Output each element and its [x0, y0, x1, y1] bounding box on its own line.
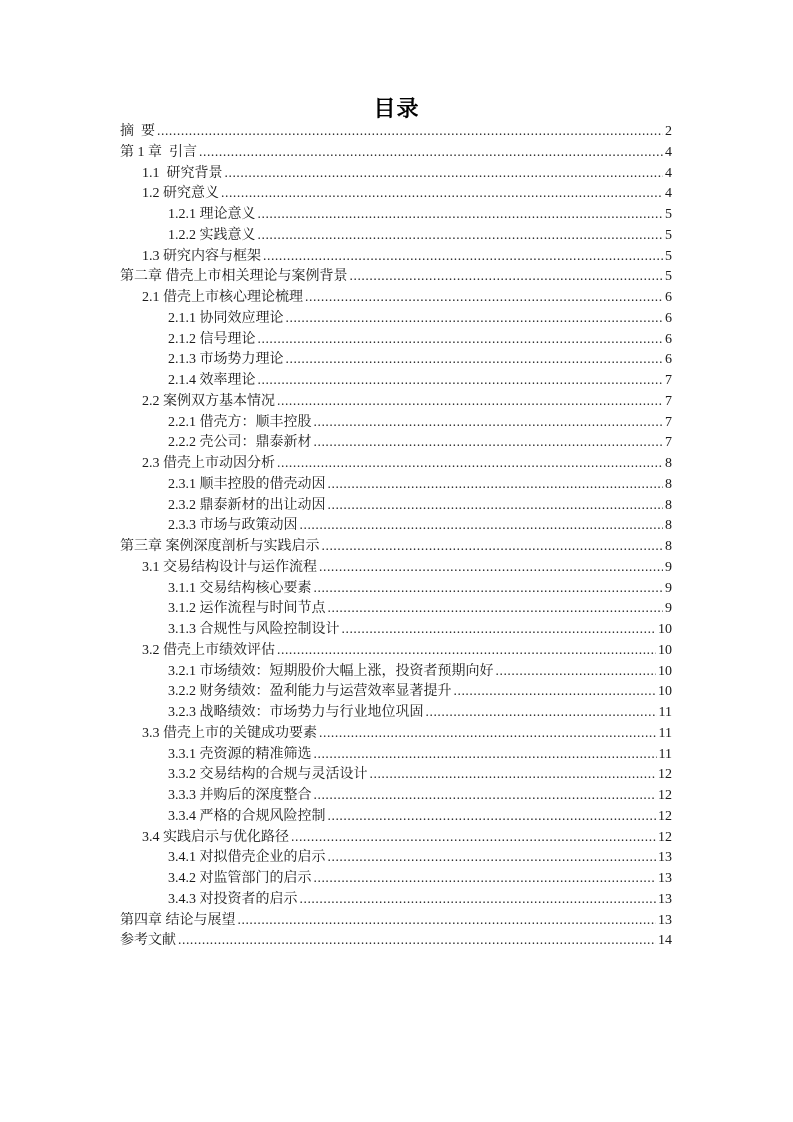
toc-entry[interactable]: [120, 308, 672, 329]
toc-entry[interactable]: [120, 827, 672, 848]
toc-entry[interactable]: [120, 847, 672, 868]
toc-entry[interactable]: [120, 744, 672, 765]
toc-leader-dots: [328, 598, 664, 620]
toc-entry-page: 8: [665, 539, 672, 554]
toc-entry[interactable]: [120, 287, 672, 308]
toc-entry[interactable]: [120, 640, 672, 661]
toc-entry-page: 9: [665, 580, 672, 596]
toc-leader-dots: [225, 163, 664, 185]
toc-entry[interactable]: [120, 702, 672, 723]
toc-leader-dots: [328, 474, 664, 496]
toc-leader-dots: [314, 785, 657, 807]
toc-entry-page: 5: [665, 248, 672, 264]
toc-leader-dots: [322, 536, 664, 558]
toc-entry-label: 1.2.2 实践意义: [168, 227, 256, 243]
toc-entry[interactable]: [120, 495, 672, 516]
toc-entry[interactable]: [120, 474, 672, 495]
toc-entry-page: 13: [658, 871, 672, 886]
toc-leader-dots: [286, 349, 664, 371]
toc-entry-page: 6: [665, 310, 672, 326]
toc-entry-page: 12: [658, 808, 672, 824]
toc-entry-label: 3.1 交易结构设计与运作流程: [142, 559, 317, 575]
toc-entry[interactable]: [120, 515, 672, 536]
toc-leader-dots: [328, 847, 657, 869]
toc-entry-page: 8: [665, 518, 672, 534]
toc-leader-dots: [199, 142, 663, 164]
toc-entry[interactable]: [120, 806, 672, 827]
toc-entry-page: 9: [665, 559, 672, 575]
toc-entry[interactable]: [120, 536, 672, 557]
toc-leader-dots: [314, 578, 664, 600]
toc-leader-dots: [314, 432, 664, 454]
toc-leader-dots: [258, 370, 664, 392]
toc-entry-label: 2.3.2 鼎泰新材的出让动因: [168, 497, 326, 513]
toc-entry-label: 3.3.4 严格的合规风险控制: [168, 808, 326, 824]
toc-entry-label: 2.1.4 效率理论: [168, 373, 256, 388]
toc-entry-label: 3.2.2 财务绩效：盈利能力与运营效率显著提升: [168, 684, 452, 700]
toc-entry-label: 1.1 研究背景: [142, 165, 223, 181]
toc-leader-dots: [178, 930, 656, 952]
toc-entry-label: 2.1 借壳上市核心理论梳理: [142, 290, 303, 305]
toc-entry-label: 3.4.2 对监管部门的启示: [168, 871, 312, 886]
toc-entry-label: 3.2.1 市场绩效：短期股价大幅上涨，投资者预期向好: [168, 663, 494, 679]
toc-entry-page: 6: [665, 331, 672, 347]
toc-entry[interactable]: [120, 246, 672, 267]
toc-leader-dots: [454, 681, 657, 703]
toc-entry-page: 6: [665, 352, 672, 368]
toc-leader-dots: [300, 515, 664, 537]
toc-entry[interactable]: [120, 661, 672, 682]
toc-entry-label: 2.2.1 借壳方：顺丰控股: [168, 414, 312, 430]
toc-leader-dots: [258, 225, 664, 247]
toc-leader-dots: [291, 827, 656, 849]
toc-entry-page: 7: [665, 393, 672, 409]
toc-entry-label: 3.4.3 对投资者的启示: [168, 891, 298, 907]
toc-leader-dots: [157, 121, 663, 143]
toc-entry-label: 3.3 借壳上市的关键成功要素: [142, 725, 317, 741]
toc-leader-dots: [286, 308, 664, 330]
toc-leader-dots: [305, 287, 663, 309]
toc-leader-dots: [258, 204, 664, 226]
toc-entry-label: 2.2.2 壳公司：鼎泰新材: [168, 435, 312, 451]
toc-entry-page: 4: [665, 144, 672, 160]
toc-entry[interactable]: [120, 142, 672, 163]
toc-list: [0, 121, 793, 951]
toc-entry-page: 5: [665, 227, 672, 243]
toc-entry-page: 12: [658, 788, 672, 803]
toc-leader-dots: [328, 495, 664, 517]
toc-entry-page: 2: [665, 124, 672, 139]
toc-entry-label: 3.1.1 交易结构核心要素: [168, 580, 312, 596]
toc-entry[interactable]: [120, 619, 672, 640]
toc-title: 目录: [373, 96, 420, 121]
toc-entry-label: 第四章 结论与展望: [120, 912, 236, 928]
toc-entry[interactable]: [120, 266, 672, 287]
toc-leader-dots: [300, 889, 657, 911]
toc-leader-dots: [263, 246, 663, 268]
toc-entry[interactable]: [120, 764, 672, 785]
toc-entry[interactable]: [120, 163, 672, 184]
toc-leader-dots: [342, 619, 657, 641]
toc-entry-page: 11: [658, 705, 672, 720]
toc-entry-page: 13: [658, 850, 672, 866]
toc-entry-page: 10: [658, 622, 672, 637]
toc-entry-page: 5: [665, 269, 672, 285]
toc-entry-label: 摘 要: [120, 124, 155, 139]
toc-entry-label: 3.3.3 并购后的深度整合: [168, 788, 312, 803]
toc-entry[interactable]: [120, 204, 672, 225]
toc-entry-page: 12: [658, 767, 672, 783]
toc-leader-dots: [328, 806, 657, 828]
toc-entry-page: 14: [658, 933, 672, 949]
toc-leader-dots: [277, 453, 663, 475]
toc-entry-label: 3.2 借壳上市绩效评估: [142, 642, 275, 658]
toc-entry-page: 6: [665, 290, 672, 305]
toc-leader-dots: [314, 412, 664, 434]
toc-entry-label: 第三章 案例深度剖析与实践启示: [120, 539, 320, 554]
toc-entry-label: 2.3.3 市场与政策动因: [168, 518, 298, 534]
toc-entry-page: 7: [665, 414, 672, 430]
toc-entry-label: 3.2.3 战略绩效：市场势力与行业地位巩固: [168, 705, 424, 720]
toc-entry-label: 3.4 实践启示与优化路径: [142, 829, 289, 845]
toc-leader-dots: [258, 329, 664, 351]
toc-entry-label: 3.4.1 对拟借壳企业的启示: [168, 850, 326, 866]
toc-entry-label: 3.1.3 合规性与风险控制设计: [168, 622, 340, 637]
toc-entry-label: 2.3 借壳上市动因分析: [142, 456, 275, 471]
toc-entry[interactable]: [120, 329, 672, 350]
toc-leader-dots: [277, 640, 656, 662]
toc-entry-page: 10: [658, 663, 672, 679]
toc-entry[interactable]: [120, 121, 672, 142]
toc-leader-dots: [496, 661, 657, 683]
toc-entry-label: 2.2 案例双方基本情况: [142, 393, 275, 409]
toc-entry[interactable]: [120, 889, 672, 910]
toc-entry-label: 2.1.3 市场势力理论: [168, 352, 284, 368]
toc-entry[interactable]: [120, 349, 672, 370]
toc-entry-label: 参考文献: [120, 933, 176, 949]
toc-entry-label: 3.1.2 运作流程与时间节点: [168, 601, 326, 617]
toc-leader-dots: [221, 183, 663, 205]
toc-entry-page: 4: [665, 186, 672, 202]
toc-entry-page: 8: [665, 456, 672, 471]
toc-leader-dots: [314, 868, 657, 890]
toc-entry-label: 第二章 借壳上市相关理论与案例背景: [120, 269, 348, 285]
toc-entry-page: 9: [665, 601, 672, 617]
toc-entry-page: 11: [658, 746, 672, 762]
toc-leader-dots: [426, 702, 657, 724]
toc-entry[interactable]: [120, 930, 672, 951]
toc-entry-page: 7: [665, 373, 672, 388]
toc-entry-page: 8: [665, 497, 672, 513]
toc-entry[interactable]: [120, 432, 672, 453]
toc-entry[interactable]: [120, 598, 672, 619]
toc-leader-dots: [319, 723, 657, 745]
toc-entry-label: 2.1.2 信号理论: [168, 331, 256, 347]
toc-entry-label: 第 1 章 引言: [120, 144, 197, 160]
toc-leader-dots: [370, 764, 657, 786]
toc-entry-page: 5: [665, 207, 672, 222]
toc-entry[interactable]: [120, 681, 672, 702]
toc-entry-page: 10: [658, 684, 672, 700]
toc-entry-page: 11: [658, 725, 672, 741]
toc-entry-label: 2.1.1 协同效应理论: [168, 310, 284, 326]
toc-entry[interactable]: [120, 183, 672, 204]
toc-entry-label: 2.3.1 顺丰控股的借壳动因: [168, 476, 326, 492]
toc-entry-label: 3.3.1 壳资源的精准筛选: [168, 746, 312, 762]
toc-entry-page: 7: [665, 435, 672, 451]
toc-leader-dots: [319, 557, 663, 579]
toc-leader-dots: [350, 266, 664, 288]
toc-entry-page: 13: [658, 891, 672, 907]
toc-entry-page: 8: [665, 476, 672, 492]
toc-leader-dots: [238, 910, 657, 932]
toc-entry[interactable]: [120, 225, 672, 246]
toc-entry[interactable]: [120, 785, 672, 806]
toc-entry-page: 13: [658, 912, 672, 928]
toc-entry[interactable]: [120, 557, 672, 578]
toc-entry[interactable]: [120, 412, 672, 433]
toc-leader-dots: [314, 744, 657, 766]
toc-entry-page: 10: [658, 642, 672, 658]
toc-entry-page: 12: [658, 829, 672, 845]
toc-entry-label: 1.3 研究内容与框架: [142, 248, 261, 264]
toc-entry[interactable]: [120, 453, 672, 474]
toc-entry[interactable]: [120, 910, 672, 931]
toc-entry[interactable]: [120, 391, 672, 412]
toc-entry[interactable]: [120, 578, 672, 599]
toc-entry[interactable]: [120, 723, 672, 744]
toc-entry[interactable]: [120, 868, 672, 889]
toc-entry-page: 4: [665, 165, 672, 181]
toc-entry-label: 1.2.1 理论意义: [168, 207, 256, 222]
toc-entry-label: 3.3.2 交易结构的合规与灵活设计: [168, 767, 368, 783]
toc-entry-label: 1.2 研究意义: [142, 186, 219, 202]
toc-leader-dots: [277, 391, 663, 413]
toc-entry[interactable]: [120, 370, 672, 391]
